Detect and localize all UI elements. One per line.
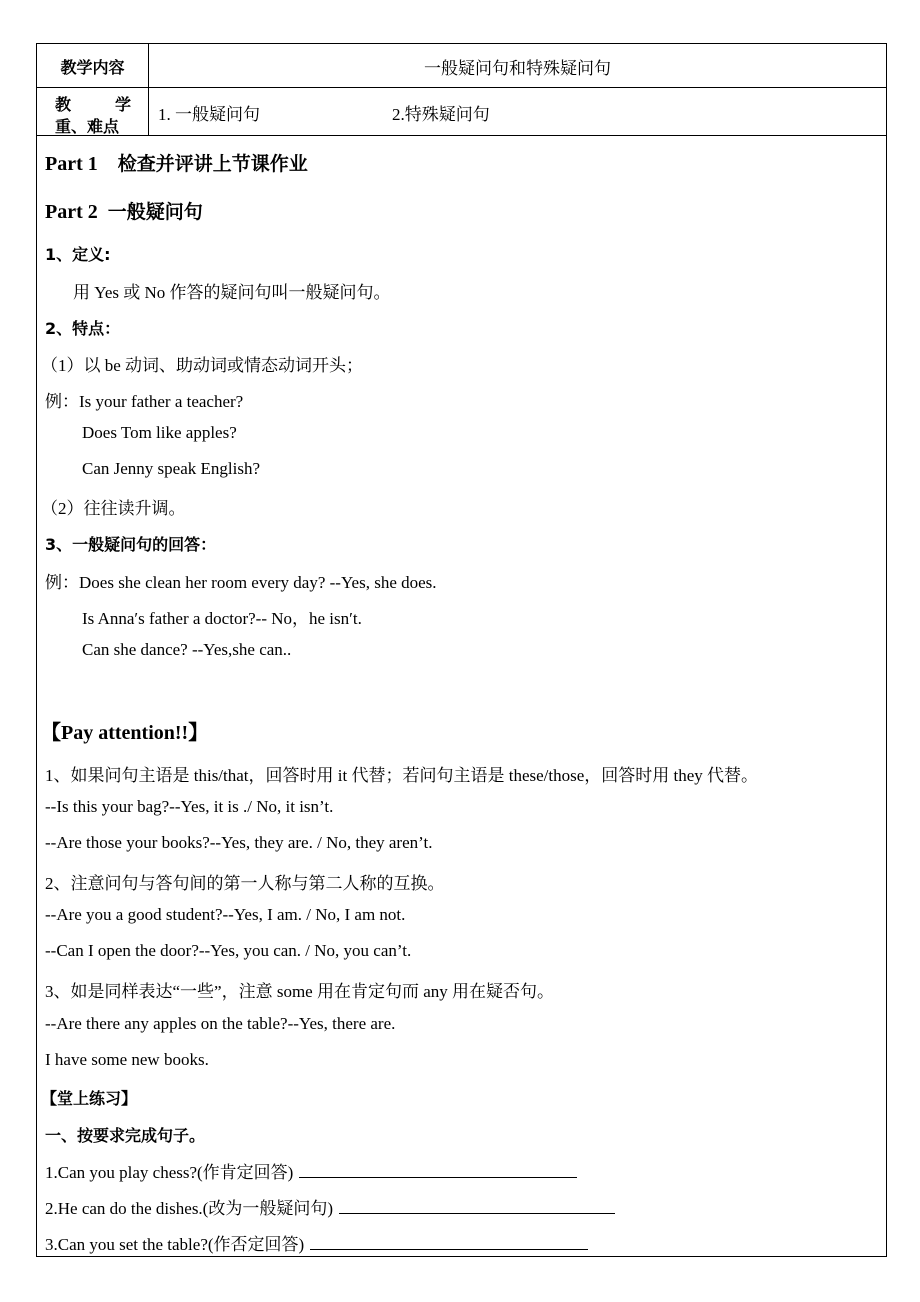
features-heading: 2、特点：: [45, 319, 121, 338]
answer-example-2: Is Anna′s father a doctor?-- No，he isn′t.: [82, 609, 362, 628]
practice-item-2: [45, 1194, 615, 1219]
example-prefix: 例：: [45, 573, 79, 592]
answers-heading: 3、一般疑问句的回答：: [45, 535, 217, 554]
practice-item-text: 1.Can you play chess?(作肯定回答): [45, 1163, 294, 1182]
example-prefix: 例：: [45, 392, 79, 411]
feature-example-2: Does Tom like apples?: [82, 423, 237, 442]
attention-line-7: 3、如是同样表达“一些”，注意 some 用在肯定句而 any 用在疑否句。: [45, 982, 555, 1001]
answer-example-1: [45, 568, 437, 593]
attention-line-8: --Are there any apples on the table?--Yes, there are.: [45, 1014, 396, 1033]
attention-line-4: 2、注意问句与答句间的第一人称与第二人称的互换。: [45, 874, 445, 893]
attention-line-3: --Are those your books?--Yes, they are. / No, they aren’t.: [45, 833, 433, 852]
part1-title: 检查并评讲上节课作业: [117, 153, 308, 175]
attention-line-5: --Are you a good student?--Yes, I am. / No, I am not.: [45, 905, 406, 924]
part2-title: 一般疑问句: [107, 201, 203, 223]
practice-item-text: 3.Can you set the table?(作否定回答): [45, 1235, 305, 1254]
part2-label: Part 2: [45, 201, 98, 223]
practice-section: 一、按要求完成句子。: [45, 1126, 206, 1145]
key-label-a: 教: [55, 95, 72, 114]
answer-blank[interactable]: [299, 1162, 577, 1178]
attention-line-2: --Is this your bag?--Yes, it is ./ No, it isn’t.: [45, 797, 334, 816]
key-points-label: [37, 88, 148, 136]
feature-point-1: （1）以 be 动词、助动词或情态动词开头；: [41, 356, 364, 375]
practice-item-3: [45, 1230, 588, 1255]
attention-line-9: I have some new books.: [45, 1050, 209, 1069]
practice-item-1: [45, 1158, 577, 1183]
practice-item-text: 2.He can do the dishes.(改为一般疑问句): [45, 1199, 334, 1218]
lesson-sheet: [36, 43, 887, 1257]
feature-example-3: Can Jenny speak English?: [82, 459, 260, 478]
definition-heading: 1、定义:: [45, 245, 111, 264]
definition-text: 用 Yes 或 No 作答的疑问句叫一般疑问句。: [73, 283, 391, 302]
key-label-line2: 重、难点: [55, 117, 120, 136]
attention-heading: 【Pay attention!!】: [41, 722, 209, 744]
answer-blank[interactable]: [339, 1198, 615, 1214]
attention-line-1: 1、如果问句主语是 this/that，回答时用 it 代替；若问句主语是 these/those，回答时用 they 代替。: [45, 766, 759, 785]
key-label-b: 学: [114, 95, 131, 114]
content-value: 一般疑问句和特殊疑问句: [424, 58, 611, 78]
part2-heading: [45, 197, 203, 224]
feature-example-1: [45, 387, 243, 412]
part1-label: Part 1: [45, 153, 98, 175]
example-text: Is your father a teacher?: [79, 392, 244, 411]
feature-point-2: （2）往往读升调。: [41, 499, 186, 518]
attention-line-6: --Can I open the door?--Yes, you can. / No, you can’t.: [45, 941, 412, 960]
key-point-1: 1. 一般疑问句: [158, 105, 260, 124]
practice-heading: 【堂上练习】: [41, 1089, 138, 1108]
answer-example-3: Can she dance? --Yes,she can..: [82, 640, 292, 659]
example-text: Does she clean her room every day? --Yes, she does.: [79, 573, 437, 592]
part1-heading: [45, 149, 308, 176]
key-point-2: 2.特殊疑问句: [392, 105, 490, 124]
answer-blank[interactable]: [310, 1234, 588, 1250]
content-label: 教学内容: [60, 57, 125, 77]
